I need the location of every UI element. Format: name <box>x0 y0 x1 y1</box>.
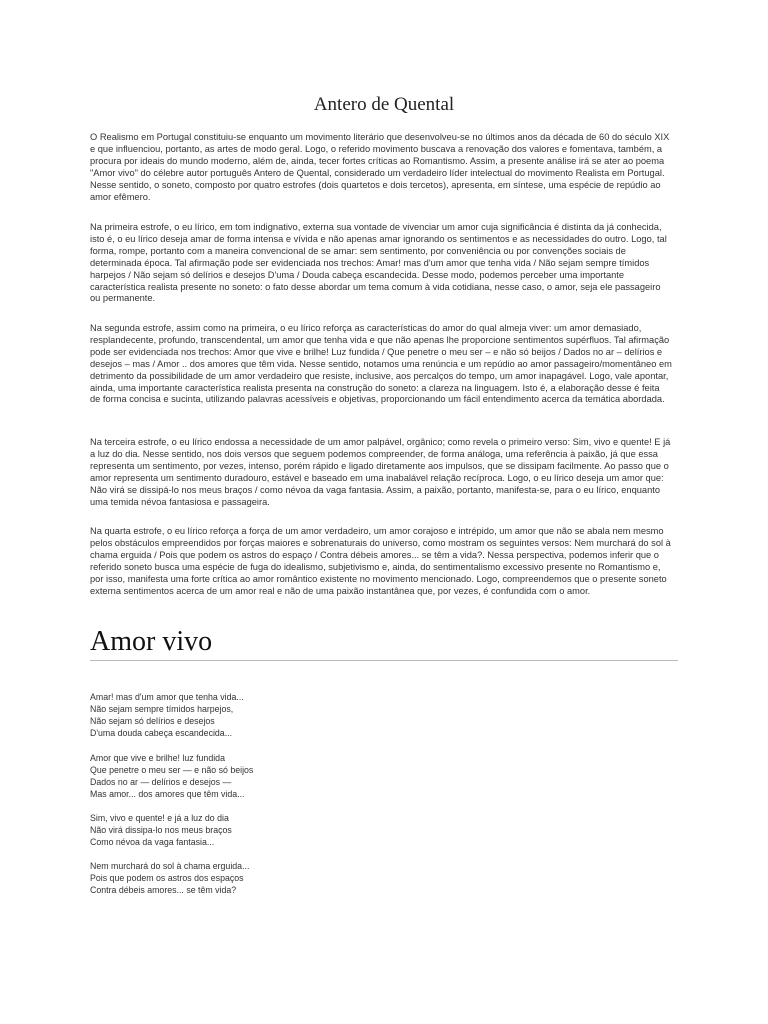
poem-stanza <box>90 860 490 896</box>
poem-stanza <box>90 691 490 739</box>
poem-line: D'uma douda cabeça escandecida... <box>90 728 233 739</box>
poem-line: Como névoa da vaga fantasia... <box>90 837 215 848</box>
poem-line: Que penetre o meu ser — e não só beijos <box>90 765 254 776</box>
poem-stanza <box>90 752 490 800</box>
poem-line: Pois que podem os astros dos espaços <box>90 873 244 884</box>
paragraph-first-stanza: Na primeira estrofe, o eu lírico, em tom indignativo, externa sua vontade de vivenciar um amor cuja significância é distinta da já conhecida, isto é, o eu lírico deseja amar de forma intensa e vívida e não apenas amar ignorando os sentimentos e as necessidades do outro. Logo, tal forma, rompe, portanto com a maneira convencional de se amar: sem sentimento, por conveniência ou por convenções sociais de determinada época. Tal afirmação pode ser evidenciada nos trechos: Amar! mas d'um amor que tenha vida / Não sejam sempre tímidos harpejos / Não sejam só delírios e desejos D'uma / Douda cabeça escandecida. Desse modo, podemos perceber uma importante característica realista presente no soneto: o fato desse abordar um tema comum à vida cotidiana, nesse caso, o amor, seja ele passageiro ou permanente. <box>90 222 667 304</box>
poem-line: Amor que vive e brilhe! luz fundida <box>90 753 225 763</box>
poem-line: Dados no ar — delírios e desejos — <box>90 777 232 788</box>
paragraph-third-stanza: Na terceira estrofe, o eu lírico endossa a necessidade de um amor palpável, orgânico; como revela o primeiro verso: Sim, vivo e quente! E já a luz do dia. Nesse sentido, nos dois versos que seguem podemos compreender, de forma análoga, uma referência à paixão, já que essa representa um sentimento, por vezes, intenso, porém rápido e ligado diretamente aos impulsos, que se dissipam facilmente. Ao passo que o amor representa um sentimento duradouro, estável e baseado em uma inabalável relação recíproca. Logo, o eu lírico deseja um amor que: Não virá se dissipá-lo nos meus braços / como névoa da vaga fantasia. Assim, a paixão, portanto, manifesta-se, para o eu lírico, enquanto uma temida névoa fantasiosa e passageira. <box>90 437 671 507</box>
poem-line: Não sejam sempre tímidos harpejos, <box>90 704 234 715</box>
poem-line: Não sejam só delírios e desejos <box>90 716 215 727</box>
paragraph-intro: O Realismo em Portugal constituiu-se enquanto um movimento literário que desenvolveu-se no últimos anos da década de 60 do século XIX e que influenciou, portanto, as artes de modo geral. Logo, o referido movimento buscava a renovação dos valores e fomentava, também, a procura por ideais do mundo moderno, além de, ainda, tecer fortes críticas ao Romantismo. Assim, a presente análise irá se ater ao poema "Amor vivo" do célebre autor português Antero de Quental, considerado um verdadeiro líder intelectual do movimento Realista em Portugal. Nesse sentido, o soneto, composto por quatro estrofes (dois quartetos e dois tercetos), apresenta, em síntese, uma espécie de repúdio ao amor efêmero. <box>90 132 670 202</box>
page-title: Antero de Quental <box>313 94 455 115</box>
title-divider <box>90 660 678 661</box>
poem-line: Mas amor... dos amores que têm vida... <box>90 789 245 800</box>
poem-line: Não virá dissipa-lo nos meus braços <box>90 825 232 836</box>
paragraph-fourth-stanza: Na quarta estrofe, o eu lírico reforça a força de um amor verdadeiro, um amor corajoso e intrépido, um amor que não se abala nem mesmo pelos obstáculos empreendidos por forças maiores e sobrenaturais do universo, como mostram os seguintes versos: Nem murchará do sol à chama erguida / Pois que podem os astros do espaço / Contra débeis amores... se têm a vida?. Nessa perspectiva, podemos inferir que o referido soneto busca uma espécie de fuga do idealismo, subjetivismo e, ainda, do sentimentalismo excessivo presente no Romantismo e, por isso, manifesta uma forte crítica ao amor romântico existente no movimento mencionado. Logo, compreendemos que o presente soneto externa sentimentos acerca de um amor real e não de uma paixão instantânea que, por vezes, é confundida com o amor. <box>90 526 671 596</box>
poem-line: Nem murchará do sol à chama erguida... <box>90 861 250 871</box>
poem-stanza <box>90 812 490 848</box>
poem-title: Amor vivo <box>90 626 213 657</box>
poem-line: Sim, vivo e quente! e já a luz do dia <box>90 813 229 823</box>
paragraph-second-stanza: Na segunda estrofe, assim como na primeira, o eu lírico reforça as características do amor do qual almeja viver: um amor demasiado, resplandecente, profundo, transcendental, um amor que tenha vida e que não apenas lhe proporcione sentimentos supérfluos. Tal afirmação pode ser evidenciada nos trechos: Amor que vive e brilhe! Luz fundida / Que penetre o meu ser – e não só beijos / Dados no ar – delírios e desejos – mas / Amor .. dos amores que têm vida. Nesse sentido, notamos uma renúncia e um repúdio ao amor passageiro/momentâneo em detrimento da possibilidade de um amor verdadeiro que resiste, inclusive, aos percalços do tempo, um amor inapagável. Logo, vale apontar, ainda, uma importante característica realista presenta na construção do soneto: a clareza na linguagem. Isto é, a elaboração desse é feita de forma concisa e sucinta, utilizando palavras acessíveis e objetivas, proporcionando um fácil entendimento acerca da temática abordada. <box>90 323 672 405</box>
poem-line: Amar! mas d'um amor que tenha vida... <box>90 692 244 702</box>
poem-line: Contra débeis amores... se têm vida? <box>90 885 237 896</box>
